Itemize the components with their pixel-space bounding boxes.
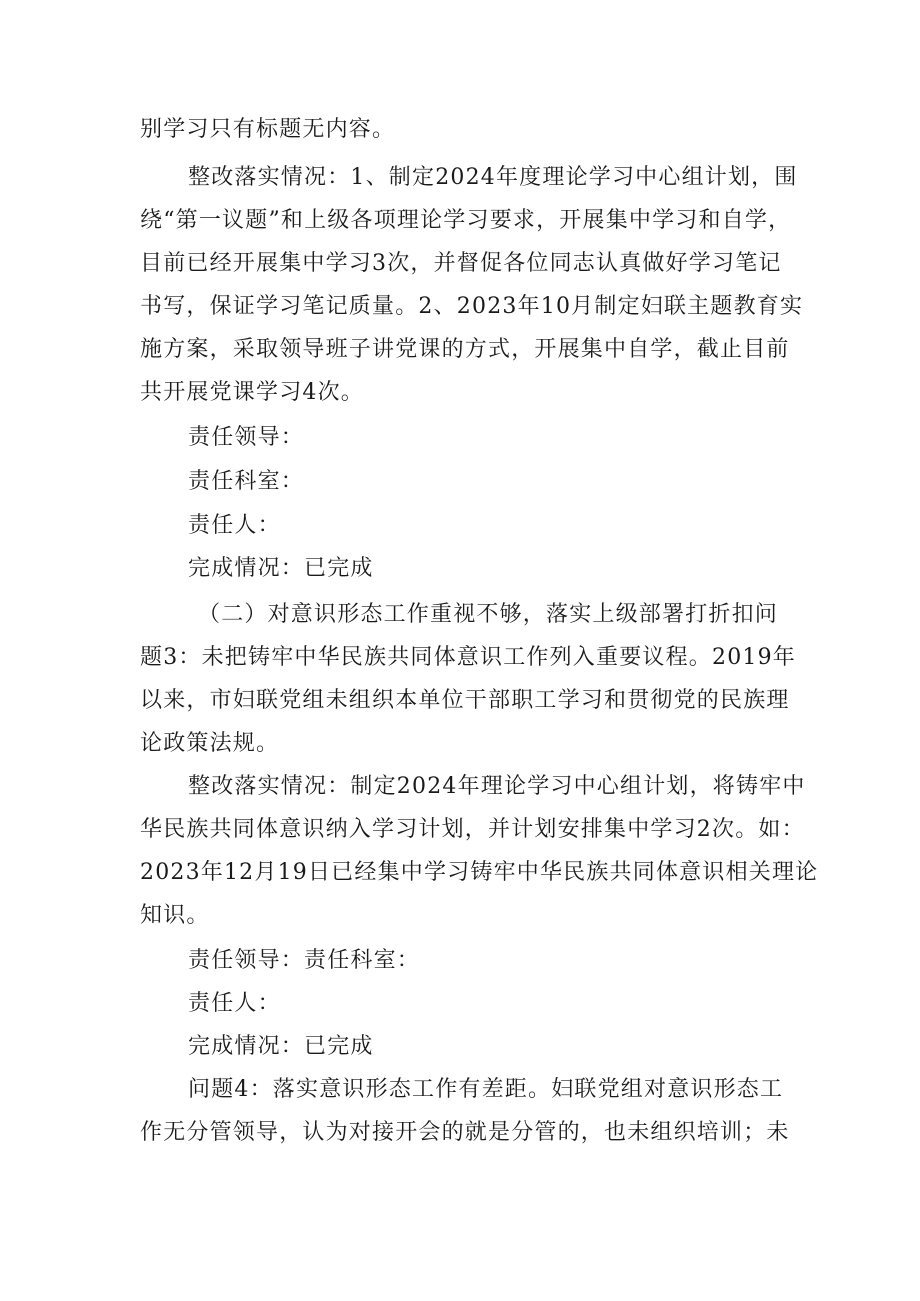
text-line: 责任人： — [188, 513, 281, 538]
text-line: 整改落实情况：1、制定2024年度理论学习中心组计划，围 — [188, 165, 798, 190]
text-line: 绕“第一议题”和上级各项理论学习要求，开展集中学习和自学， — [140, 208, 792, 233]
text-line: 华民族共同体意识纳入学习计划，并计划安排集中学习2次。如： — [140, 817, 805, 842]
text-line: 共开展党课学习4次。 — [140, 380, 364, 405]
text-line: 完成情况：已完成 — [188, 556, 374, 581]
text-line: 完成情况：已完成 — [188, 1034, 374, 1059]
text-line: 以来，市妇联党组未组织本单位干部职工学习和贯彻党的民族理 — [140, 688, 790, 713]
text-line: 论政策法规。 — [140, 731, 280, 756]
text-line: 知识。 — [140, 903, 210, 928]
text-line: 问题4：落实意识形态工作有差距。妇联党组对意识形态工 — [188, 1077, 784, 1102]
text-line: 目前已经开展集中学习3次，并督促各位同志认真做好学习笔记 — [140, 251, 782, 276]
text-line: 2023年12月19日已经集中学习铸牢中华民族共同体意识相关理论 — [140, 860, 819, 885]
text-line: 题3：未把铸牢中华民族共同体意识工作列入重要议程。2019年 — [140, 645, 796, 670]
text-line: 责任领导： — [188, 425, 305, 450]
text-line: 整改落实情况：制定2024年理论学习中心组计划，将铸牢中 — [188, 774, 806, 799]
text-line: 书写，保证学习笔记质量。2、2023年10月制定妇联主题教育实 — [140, 294, 804, 319]
text-line: 责任领导：责任科室： — [188, 948, 421, 973]
text-line: 作无分管领导，认为对接开会的就是分管的，也未组织培训；未 — [140, 1120, 790, 1145]
text-line: 施方案，采取领导班子讲党课的方式，开展集中自学，截止目前 — [140, 337, 790, 362]
text-line: 责任人： — [188, 991, 281, 1016]
text-line: 别学习只有标题无内容。 — [140, 117, 396, 142]
section-heading: （二）对意识形态工作重视不够，落实上级部署打折扣问 — [198, 602, 779, 627]
text-line: 责任科室： — [188, 469, 305, 494]
